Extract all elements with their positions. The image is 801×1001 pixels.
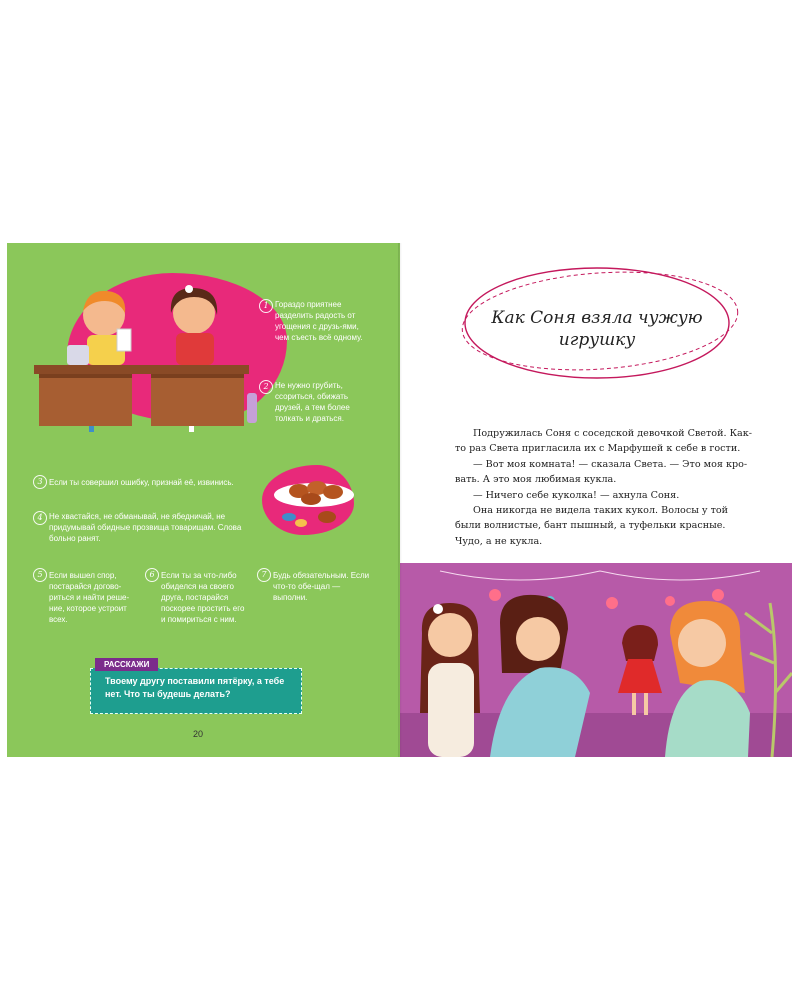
right-page xyxy=(400,243,792,757)
tell-question: Твоему другу поставили пятёрку, а тебе нет. Что ты будешь делать? xyxy=(105,676,285,699)
story-paragraph: Она никогда не видела таких кукол. Волосы у той были волнистые, бант пышный, а туфельки красные. Чудо, а не кукла. xyxy=(455,505,729,547)
classroom-illustration xyxy=(29,283,259,433)
tip-number-badge: 5 xyxy=(33,568,47,582)
tip-number-badge: 2 xyxy=(259,380,273,394)
page-fold-shadow xyxy=(398,243,402,757)
tip-text: Не нужно грубить, ссориться, обижать друзей, а тем более толкать и драться. xyxy=(275,381,350,423)
chapter-title-frame xyxy=(452,255,742,390)
tip-text: Если вышел спор, постарайся догово-риться и найти реше-ние, которое устроит всех. xyxy=(49,571,130,624)
tip-text: Не хвастайся, не обманывай, не ябедничай, не придумывай обидные прозвища товарищам. Слова больно ранят. xyxy=(49,512,242,543)
tip-number-badge: 6 xyxy=(145,568,159,582)
tip-number-badge: 4 xyxy=(33,511,47,525)
tell-label: РАССКАЖИ xyxy=(95,658,158,671)
chapter-title xyxy=(452,307,742,351)
tip-text: Если ты совершил ошибку, признай её, извинись. xyxy=(49,478,234,487)
story-paragraph: Подружилась Соня с соседской девочкой Светой. Как-то раз Света пригласила их с Марфушей к себе в гости. xyxy=(455,428,752,455)
story-paragraph: — Ничего себе куколка! — ахнула Соня. xyxy=(473,489,680,501)
tip-text: Если ты за что-либо обиделся на своего друга, постарайся поскорее простить его и помириться с ним. xyxy=(161,571,245,624)
page-number: 20 xyxy=(193,729,204,739)
girls-with-doll-illustration xyxy=(400,563,792,757)
tip-number-badge: 1 xyxy=(259,299,273,313)
tip-number-badge: 7 xyxy=(257,568,271,582)
story-paragraph: — Вот моя комната! — сказала Света. — Это моя кро-вать. А это моя любимая кукла. xyxy=(455,458,748,486)
tip-text: Гораздо приятнее разделить радость от угощения с друзь-ями, чем съесть всё одному. xyxy=(275,300,363,342)
chapter-title-line2: игрушку xyxy=(558,330,636,350)
story-text xyxy=(455,426,755,549)
tell-box xyxy=(90,668,302,714)
left-page xyxy=(7,243,400,757)
tip-text: Будь обязательным. Если что-то обе-щал — выполни. xyxy=(273,571,370,602)
buns-illustration xyxy=(269,473,379,533)
tip-number-badge: 3 xyxy=(33,475,47,489)
chapter-title-line1: Как Соня взяла чужую xyxy=(491,308,703,328)
book-spread xyxy=(7,243,792,757)
